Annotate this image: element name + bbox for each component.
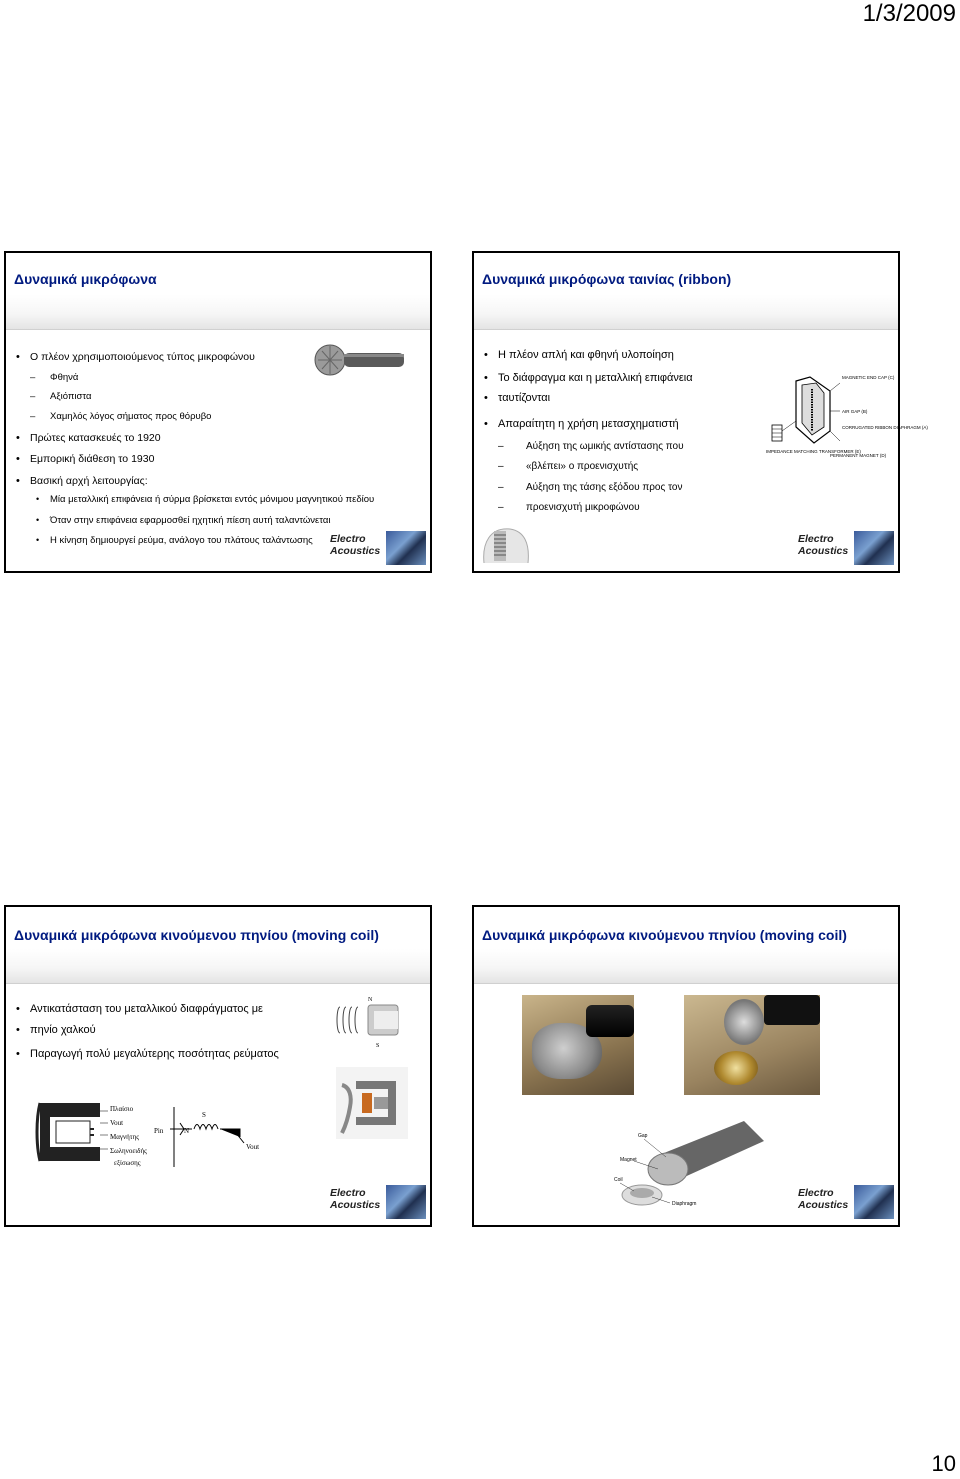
list-item: • Πρώτες κατασκευές το 1920	[6, 432, 161, 444]
slide-title: Δυναμικά μικρόφωνα ταινίας (ribbon)	[482, 271, 732, 287]
list-item: • Απαραίτητη η χρήση μετασχηματιστή	[474, 418, 679, 430]
schematic-label: Μαγνήτης	[110, 1133, 140, 1141]
photo-label: Diaphragm	[672, 1201, 697, 1207]
diagram-label: IMPEDANCE MATCHING TRANSFORMER (E)	[766, 449, 861, 454]
list-item: • Μία μεταλλική επιφάνεια ή σύρμα βρίσκεται εντός μόνιμου μαγνητικού πεδίου	[6, 494, 374, 505]
list-item: • Αντικατάσταση του μεταλλικού διαφράγματος με	[6, 1003, 263, 1015]
slide-title: Δυναμικά μικρόφωνα	[14, 271, 157, 287]
logo-image	[386, 531, 426, 565]
header-date: 1/3/2009	[862, 0, 956, 27]
slide-title: Δυναμικά μικρόφωνα κινούμενου πηνίου (moving coil)	[14, 927, 379, 943]
list-item-continued: – «βλέπει» ο προενισχυτής	[474, 461, 638, 472]
microphone-capsule-photo	[522, 995, 634, 1095]
logo-image	[854, 1185, 894, 1219]
diagram-label: PERMANENT MAGNET (D)	[830, 453, 887, 458]
logo-text: Electro Acoustics	[798, 1187, 849, 1211]
logo-text: Electro Acoustics	[330, 1187, 381, 1211]
coil-magnet-diagram	[334, 993, 406, 1051]
slide-moving-coil-microphones	[4, 905, 432, 1227]
list-item-continued: • πηνίο χαλκού	[6, 1024, 96, 1036]
moving-coil-schematic	[36, 1099, 316, 1181]
photo-label: Gap	[638, 1133, 648, 1139]
logo	[330, 531, 426, 567]
slide-ribbon-microphones	[472, 251, 928, 573]
microphone-image	[314, 343, 406, 377]
logo	[798, 1185, 894, 1221]
diagram-label: MAGNETIC END CAP (C)	[842, 375, 895, 380]
list-item: • Το διάφραγμα και η μεταλλική επιφάνεια	[474, 372, 693, 384]
photo-label: Coil	[614, 1177, 623, 1183]
pole-label: S	[376, 1043, 380, 1049]
slide-moving-coil-photos	[472, 905, 900, 1227]
moving-coil-cross-section	[336, 1067, 408, 1139]
opened-capsule-photo	[684, 995, 820, 1095]
logo	[798, 531, 894, 567]
schematic-label: Vout	[246, 1143, 260, 1151]
list-item: • Παραγωγή πολύ μεγαλύτερης ποσότητας ρεύματος	[6, 1048, 279, 1060]
ribbon-sketch-image	[480, 523, 532, 567]
schematic-label: Vout	[110, 1119, 124, 1127]
schematic-label: Pin	[154, 1127, 164, 1135]
diagram-label: AIR GAP (B)	[842, 409, 868, 414]
list-item: – Αύξηση της τάσης εξόδου προς τον	[474, 482, 682, 493]
schematic-label: Σωληνοειδής	[110, 1147, 147, 1155]
pole-label: N	[368, 997, 373, 1003]
list-item: • Όταν στην επιφάνεια εφαρμοσθεί ηχητική πίεση αυτή ταλαντώνεται	[6, 515, 330, 526]
logo-image	[854, 531, 894, 565]
list-item: – Χαμηλός λόγος σήματος προς θόρυβο	[6, 411, 211, 422]
ribbon-diagram	[766, 371, 928, 471]
logo-text: Electro Acoustics	[798, 533, 849, 557]
list-item: – Φθηνά	[6, 372, 78, 383]
schematic-label: εξίσωσης	[114, 1159, 141, 1167]
logo-image	[386, 1185, 426, 1219]
slide-title: Δυναμικά μικρόφωνα κινούμενου πηνίου (moving coil)	[482, 927, 847, 943]
list-item: – Αξιόπιστα	[6, 391, 92, 402]
list-item: • Βασική αρχή λειτουργίας:	[6, 475, 148, 487]
logo	[330, 1185, 426, 1221]
list-item: • Η πλέον απλή και φθηνή υλοποίηση	[474, 349, 674, 361]
list-item-continued: – προενισχυτή μικροφώνου	[474, 502, 640, 513]
photo-label: Magnet	[620, 1157, 637, 1163]
slide-dynamic-microphones	[4, 251, 432, 573]
schematic-label: Πλαίσιο	[110, 1105, 134, 1113]
schematic-label: N	[184, 1127, 190, 1135]
diagram-label: CORRUGATED RIBBON DIAPHRAGM (A)	[842, 425, 928, 430]
list-item: • Η κίνηση δημιουργεί ρεύμα, ανάλογο του πλάτους ταλάντωσης	[6, 535, 313, 546]
list-item-continued: • ταυτίζονται	[474, 392, 550, 404]
logo-text: Electro Acoustics	[330, 533, 381, 557]
list-item: • Ο πλέον χρησιμοποιούμενος τύπος μικροφώνου	[6, 351, 255, 363]
capsule-labelled-photo	[594, 1117, 794, 1213]
list-item: – Αύξηση της ωμικής αντίστασης που	[474, 441, 684, 452]
page-number: 10	[931, 1451, 956, 1476]
list-item: • Εμπορική διάθεση το 1930	[6, 453, 154, 465]
schematic-label: S	[202, 1111, 206, 1119]
